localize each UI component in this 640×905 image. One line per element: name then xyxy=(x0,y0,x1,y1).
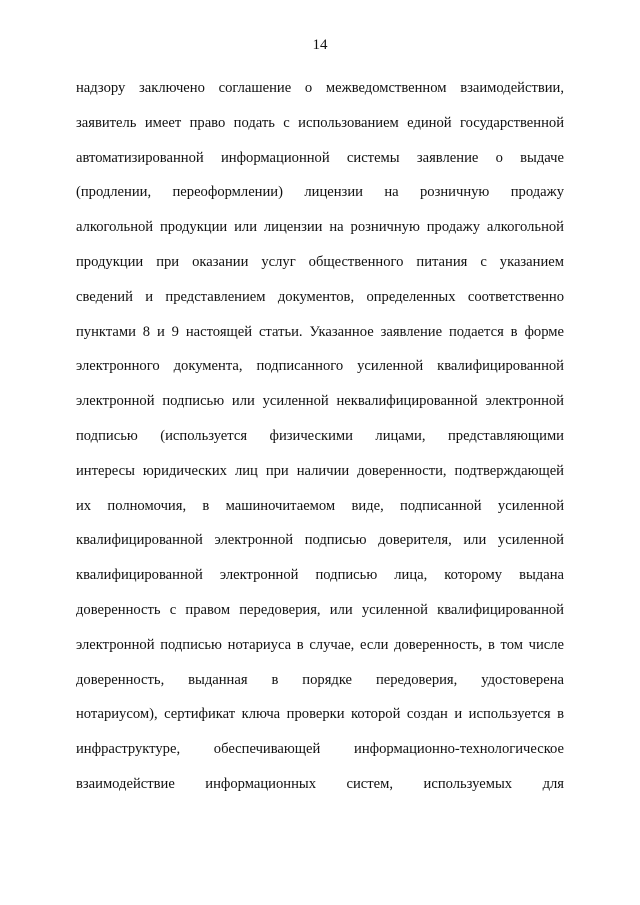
text-line: надзору заключено соглашение о межведомственном взаимодействии, xyxy=(76,80,564,96)
text-line: доверенность с правом передоверия, или усиленной квалифицированной xyxy=(76,601,564,618)
text-line: интересы юридических лиц при наличии доверенности, подтверждающей xyxy=(76,462,564,479)
text-line: инфраструктуре, обеспечивающей информационно-технологическое xyxy=(76,741,564,758)
text-line: их полномочия, в машиночитаемом виде, подписанной усиленной xyxy=(76,497,564,514)
text-line: нотариусом), сертификат ключа проверки которой создан и используется в xyxy=(76,706,564,723)
text-line: алкогольной продукции или лицензии на розничную продажу алкогольной xyxy=(76,219,564,236)
text-line: доверенность, выданная в порядке передоверия, удостоверена xyxy=(76,671,564,688)
text-line: автоматизированной информационной системы заявление о выдаче xyxy=(76,149,564,166)
page-number: 14 xyxy=(312,37,328,53)
text-line: электронной подписью нотариуса в случае, если доверенность, в том числе xyxy=(76,636,564,653)
text-line: сведений и представлением документов, определенных соответственно xyxy=(76,288,564,305)
body-text xyxy=(76,73,564,804)
text-line: продукции при оказании услуг общественного питания с указанием xyxy=(76,253,564,270)
text-line: взаимодействие информационных систем, используемых для xyxy=(76,775,564,792)
text-line: пунктами 8 и 9 настоящей статьи. Указанное заявление подается в форме xyxy=(76,323,564,340)
text-line: электронной подписью или усиленной неквалифицированной электронной xyxy=(76,393,564,410)
text-line: заявитель имеет право подать с использованием единой государственной xyxy=(76,114,564,131)
text-line: подписью (используется физическими лицами, представляющими xyxy=(76,427,564,444)
text-line: (продлении, переоформлении) лицензии на розничную продажу xyxy=(76,184,564,201)
text-line: квалифицированной электронной подписью лица, которому выдана xyxy=(76,567,564,584)
text-line: электронного документа, подписанного усиленной квалифицированной xyxy=(76,358,564,375)
text-line: квалифицированной электронной подписью доверителя, или усиленной xyxy=(76,532,564,549)
